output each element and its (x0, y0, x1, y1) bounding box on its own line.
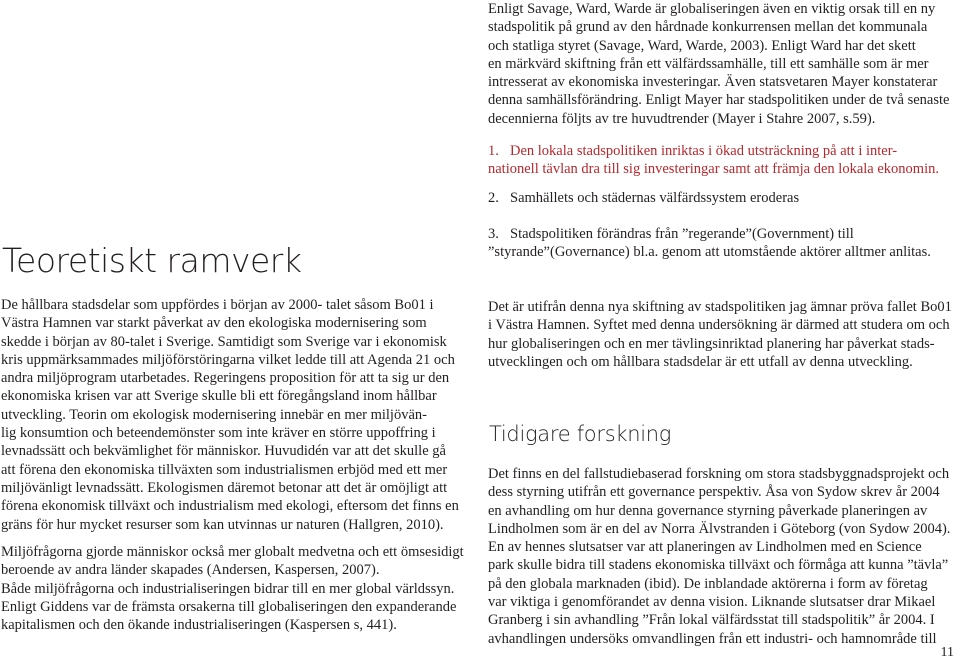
text-line: Västra Hamnen var starkt påverkat av den ekologiska modernisering som (1, 315, 427, 332)
text-line: en avhandling om hur denna governance styrning påverkade planeringen av (488, 502, 928, 519)
text-line: kris uppmärksammades miljöförstöringarna vilket ledde till att Agenda 21 och (1, 351, 455, 368)
text-line: Granberg i sin avhandling ”Från lokal välfärdsstat till stadspolitik” år 2004. I (488, 612, 935, 629)
text-line: avhandlingen undersöks omvandlingen från ett industri- och hamnområde till (488, 630, 937, 647)
text-line: Enligt Giddens var de främsta orsakerna till globaliseringen den expanderande (1, 598, 457, 615)
text-line: hur globaliseringen och en mer tävlingsinriktad planering har påverkat stads- (488, 335, 935, 352)
text-line (488, 142, 960, 160)
text-line: utvecklingen och om hållbara stadsdelar är ett utfall av denna utveckling. (488, 353, 913, 370)
text-line: Enligt Savage, Ward, Warde är globaliseringen även en viktig orsak till en ny (488, 1, 936, 17)
text-line: på den globala marknaden (ibid). De inblandade aktörerna i form av företag (488, 575, 928, 592)
text-line: miljövänligt levnadssätt. Ekologismen däremot betonar att det är omöjligt att (1, 479, 448, 496)
list-text: Samhällets och städernas välfärdssystem eroderas (510, 190, 800, 206)
list-item-2 (488, 189, 960, 207)
text-line: decennierna följts av tre huvudtrender (Mayer i Stahre 2007, s.59). (488, 110, 876, 127)
text-line: stadspolitik på grund av den hårdnade konkurrensen mellan det kommunala (488, 19, 928, 36)
list-text: Stadspolitiken förändras från ”regerande”(Government) till (510, 226, 854, 242)
text-line: beroende av andra länder skapades (Andersen, Kaspersen, 2007). (1, 562, 380, 579)
text-line: kapitalismen och den ökande industrialiseringen (Kaspersen s, 441). (1, 617, 397, 634)
text-line: förena ekonomisk tillväxt och industrialism med ekologi, eftersom det finns en (1, 498, 459, 515)
list-item-1 (488, 142, 960, 179)
text-line: dess styrning utifrån ett governance perspektiv. Åsa von Sydow skrev år 2004 (488, 484, 940, 501)
text-line: Lindholmen som är en del av Norra Älvstranden i Göteborg (von Sydow 2004). (488, 520, 951, 537)
text-line: En av hennes slutsatser var att planeringen av Lindholmen med en Science (488, 539, 922, 556)
page-number: 11 (940, 645, 954, 660)
text-line: nationell tävlan dra till sig investeringar samt att främja den lokala ekonomin. (488, 161, 939, 178)
research-paragraph (488, 465, 960, 648)
section-heading-tidigare-forskning: Tidigare forskning (489, 422, 672, 446)
text-line: De hållbara stadsdelar som uppfördes i början av 2000- talet såsom Bo01 i (1, 297, 434, 313)
section-heading-teoretiskt-ramverk: Teoretiskt ramverk (2, 241, 302, 280)
left-paragraph-2 (1, 543, 466, 634)
text-line: park skulle bidra till stadens ekonomiska tillväxt och förmåga att kunna ”tävla” (488, 557, 949, 574)
text-line: skedde i början av 80-talet i Sverige. Samtidigt som Sverige var i ekonomisk (1, 333, 447, 350)
intro-paragraph (488, 0, 960, 128)
text-line: denna samhällsförändring. Enligt Mayer har stadspolitiken under de två senaste (488, 92, 950, 109)
text-line: gräns för hur mycket resurser som kan utvinnas ur naturen (Hallgren, 2010). (1, 516, 444, 533)
text-line: Det finns en del fallstudiebaserad forskning om stora stadsbyggnadsprojekt och (488, 466, 950, 482)
text-line: Det är utifrån denna nya skiftning av stadspolitiken jag ämnar pröva fallet Bo01 (488, 299, 952, 315)
text-line: i Västra Hamnen. Syftet med denna undersökning är därmed att studera om och (488, 317, 950, 334)
list-number: 1. (488, 143, 499, 159)
text-line: andra miljöprogram utarbetades. Regeringens proposition för att ta sig ur den (1, 370, 450, 387)
right-paragraph (488, 298, 960, 371)
text-line: ”styrande”(Governance) bl.a. genom att utomstående aktörer alltmer anlitas. (488, 244, 931, 261)
list-number: 2. (488, 190, 499, 206)
text-line: Miljöfrågorna gjorde människor också mer globalt medvetna och ett ömsesidigt (1, 544, 464, 560)
text-line (488, 225, 960, 243)
text-line: att förena den ekonomiska tillväxten som industrialismen erbjöd med ett mer (1, 461, 448, 478)
text-line: levnadssätt och bekvämlighet för människor. Huvudidén var att det skulle gå (1, 443, 446, 460)
text-line: var viktiga i genomförandet av denna vision. Liknande slutsatser drar Mikael (488, 594, 936, 611)
text-line: lig konsumtion och beteendemönster som inte kräver en större uppoffring i (1, 425, 436, 442)
text-line: ekonomiska krisen var att Sverige skulle bli ett föregångsland inom hållbar (1, 388, 437, 405)
text-line: en märkvärd skiftning från ett välfärdssamhälle, till ett samhälle som är mer (488, 55, 929, 72)
list-number: 3. (488, 226, 499, 242)
text-line (488, 189, 960, 207)
list-item-3 (488, 225, 960, 262)
left-paragraph (1, 296, 466, 534)
text-line: och statliga styret (Savage, Ward, Warde, 2003). Enligt Ward har det skett (488, 37, 916, 54)
text-line: intresserat av ekonomiska investeringar. Även statsvetaren Mayer konstaterar (488, 74, 938, 91)
text-line: utveckling. Teorin om ekologisk modernisering innebär en mer miljövän- (1, 406, 427, 423)
list-text: Den lokala stadspolitiken inriktas i ökad utsträckning på att i inter- (510, 143, 898, 159)
text-line: Både miljöfrågorna och industrialiseringen bidrar till en mer global världssyn. (1, 580, 455, 597)
